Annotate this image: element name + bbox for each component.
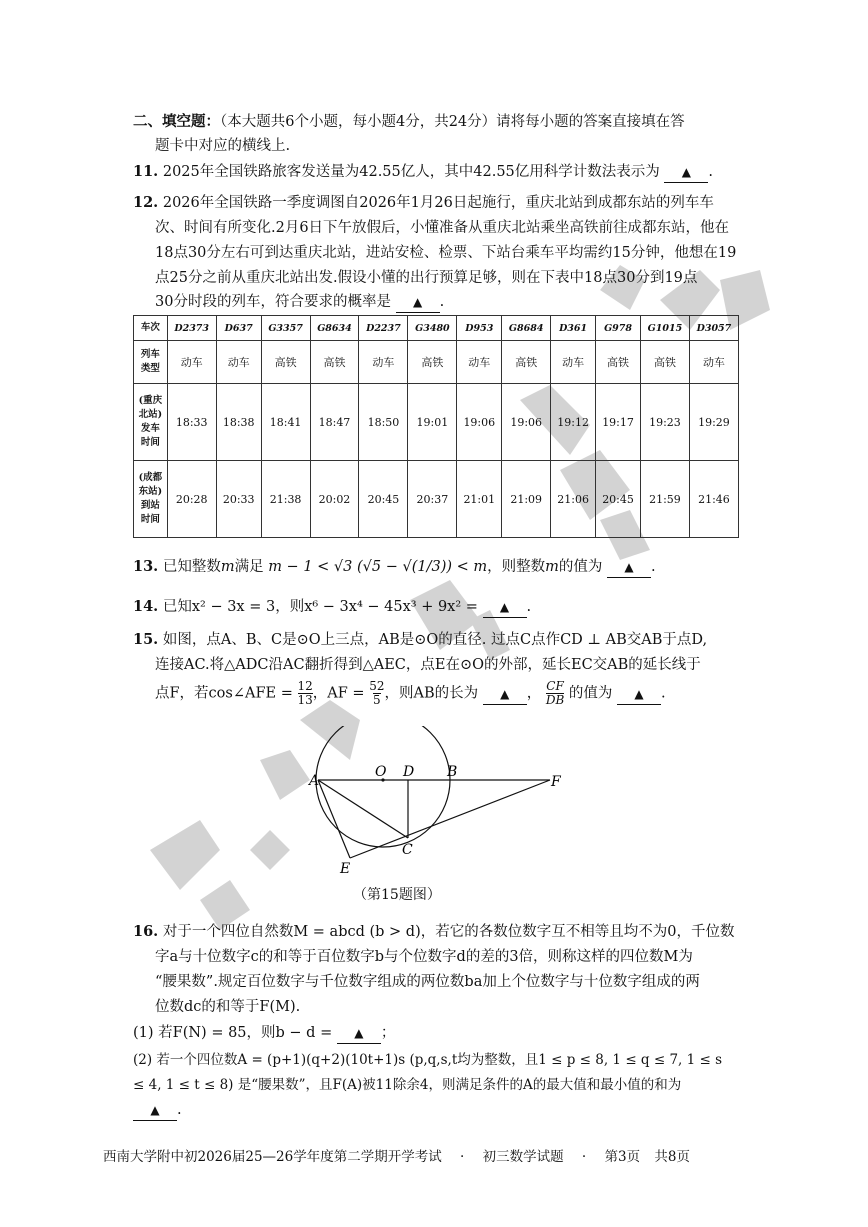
- depart-time: 18:33: [167, 384, 216, 461]
- label-o: O: [375, 764, 387, 780]
- label-e: E: [340, 861, 351, 877]
- answer-blank: ▲: [337, 1023, 381, 1044]
- depart-time: 19:06: [457, 384, 502, 461]
- train-type: 动车: [359, 341, 408, 384]
- footer-page: 第3页: [604, 1149, 641, 1165]
- depart-time: 18:41: [261, 384, 310, 461]
- train-code: D2237: [359, 316, 408, 341]
- answer-blank: ▲: [607, 557, 651, 578]
- train-code: G3480: [408, 316, 457, 341]
- cos-fraction: $\frac{12}{13}$: [297, 679, 313, 707]
- train-type: 动车: [216, 341, 261, 384]
- train-code: G1015: [641, 316, 690, 341]
- line-ae: [318, 780, 350, 858]
- depart-time: 18:50: [359, 384, 408, 461]
- footer-school: 西南大学附中初2026届25—26学年度第二学期开学考试: [103, 1149, 442, 1165]
- arrive-time: 20:28: [167, 461, 216, 538]
- footer-total: 共8页: [654, 1149, 690, 1165]
- depart-time: 18:38: [216, 384, 261, 461]
- question-15-line3: 点F，若cos∠AFE = $\frac{12}{13}$，AF = $\frac{52}{5}$，则AB的长为 ▲ ， $\frac{CF}{DB}$ 的值为 ▲ .: [155, 679, 666, 707]
- train-code: D361: [551, 316, 596, 341]
- arrive-time: 21:09: [502, 461, 551, 538]
- question-15-line1: 15. 如图，点A、B、C是⊙O上三点，AB是⊙O的直径. 过点C点作CD ⊥ AB交AB于点D,: [133, 631, 708, 648]
- section-description: （本大题共6个小题，每小题4分，共24分）请将每小题的答案直接填在答: [220, 114, 685, 130]
- label-a: A: [309, 773, 320, 789]
- arrive-time: 21:38: [261, 461, 310, 538]
- figure-caption: （第15题图）: [353, 887, 441, 903]
- train-code: D953: [457, 316, 502, 341]
- question-16-sub2-line1: (2) 若一个四位数A = (p+1)(q+2)(10t+1)s (p,q,s,t均为整数，且1 ≤ p ≤ 8, 1 ≤ q ≤ 7, 1 ≤ s: [133, 1052, 723, 1068]
- question-16-sub1: (1) 若F(N) = 85，则b − d = ▲ ；: [133, 1023, 395, 1044]
- section-description-line2: 题卡中对应的横线上.: [155, 138, 291, 154]
- question-12-line5: 30分时段的列车，符合要求的概率是 ▲ .: [155, 292, 444, 313]
- question-16-line3: “腰果数”.规定百位数字与千位数字组成的两位数ba加上个位数字与十位数字组成的两: [155, 974, 700, 990]
- train-code: G978: [596, 316, 641, 341]
- row-header-code: 车次: [134, 316, 168, 341]
- table-row: [134, 461, 739, 538]
- af-fraction: $\frac{52}{5}$: [369, 679, 385, 707]
- question-text: 2025年全国铁路旅客发送量为42.55亿人，其中42.55亿用科学计数法表示为: [162, 164, 660, 180]
- train-type: 动车: [167, 341, 216, 384]
- train-code: G3357: [261, 316, 310, 341]
- label-c: C: [402, 842, 413, 858]
- question-text: 已知x² − 3x = 3，则x⁶ − 3x⁴ − 45x³ + 9x² =: [162, 599, 478, 615]
- label-b: B: [447, 764, 458, 780]
- arrive-time: 21:59: [641, 461, 690, 538]
- depart-time: 19:01: [408, 384, 457, 461]
- train-type: 动车: [689, 341, 738, 384]
- answer-blank: ▲: [483, 597, 527, 618]
- question-16-line4: 位数dc的和等于F(M).: [155, 999, 301, 1015]
- table-row: [134, 384, 739, 461]
- train-code: D3057: [689, 316, 738, 341]
- question-16-line1: 16. 对于一个四位自然数M = abcd (b > d)，若它的各数位数字互不相等且均不为0，千位数: [133, 923, 735, 940]
- arrive-time: 20:45: [596, 461, 641, 538]
- line-ac: [318, 780, 408, 838]
- train-code: G8634: [310, 316, 359, 341]
- question-14: 14. 已知x² − 3x = 3，则x⁶ − 3x⁴ − 45x³ + 9x² = ▲ .: [133, 597, 531, 618]
- row-header-depart: (重庆 北站) 发车 时间: [134, 384, 168, 461]
- section-title: 二、填空题：: [133, 113, 220, 130]
- line-ef: [350, 780, 550, 858]
- question-text: 2026年全国铁路一季度调图自2026年1月26日起施行，重庆北站到成都东站的列车车: [162, 195, 714, 211]
- label-d: D: [403, 764, 415, 780]
- train-type: 动车: [457, 341, 502, 384]
- train-type: 高铁: [261, 341, 310, 384]
- question-number: 12.: [133, 194, 159, 211]
- train-code: D2373: [167, 316, 216, 341]
- train-code: D637: [216, 316, 261, 341]
- train-type: 高铁: [596, 341, 641, 384]
- question-16-line2: 字a与十位数字c的和等于百位数字b与个位数字d的差的3倍，则称这样的四位数M为: [155, 949, 693, 965]
- question-16-sub2-line2: ≤ 4, 1 ≤ t ≤ 8) 是“腰果数”，且F(A)被11除余4，则满足条件的A的最大值和最小值的和为: [133, 1077, 682, 1093]
- table-row: [134, 341, 739, 384]
- table-row: [134, 316, 739, 341]
- row-header-arrive: (成都 东站) 到站 时间: [134, 461, 168, 538]
- answer-blank: ▲: [133, 1100, 177, 1121]
- answer-blank-1: ▲: [483, 684, 527, 705]
- question-15-line2: 连接AC.将△ADC沿AC翻折得到△AEC，点E在⊙O的外部，延长EC交AB的延长线于: [155, 657, 701, 673]
- depart-time: 19:29: [689, 384, 738, 461]
- question-11: 11. 2025年全国铁路旅客发送量为42.55亿人，其中42.55亿用科学计数法表示为 ▲ .: [133, 162, 713, 183]
- arrive-time: 21:46: [689, 461, 738, 538]
- inequality-expression: m − 1 < √3 (√5 − √(1/3)) < m: [268, 559, 488, 575]
- question-number: 11.: [133, 163, 159, 180]
- train-type: 高铁: [502, 341, 551, 384]
- train-type: 高铁: [408, 341, 457, 384]
- train-type: 动车: [551, 341, 596, 384]
- answer-blank: ▲: [664, 162, 708, 183]
- page-footer: 西南大学附中初2026届25—26学年度第二学期开学考试 · 初三数学试题 · 第3页 共8页: [103, 1149, 690, 1165]
- answer-blank: ▲: [396, 292, 440, 313]
- depart-time: 19:17: [596, 384, 641, 461]
- train-type: 高铁: [641, 341, 690, 384]
- question-16-sub2-line3: ▲ .: [133, 1100, 182, 1121]
- label-f: F: [551, 774, 561, 790]
- arrive-time: 20:33: [216, 461, 261, 538]
- footer-subject: 初三数学试题: [482, 1149, 564, 1165]
- question-13: 13. 已知整数m满足 m − 1 < √3 (√5 − √(1/3)) < m，则整数m的值为 ▲ .: [133, 557, 656, 578]
- ratio-fraction: $\frac{CF}{DB}$: [545, 679, 565, 707]
- question-12-line2: 次、时间有所变化.2月6日下午放假后，小懂准备从重庆北站乘坐高铁前往成都东站，他在: [155, 220, 730, 236]
- row-header-type: 列车 类型: [134, 341, 168, 384]
- train-code: G8684: [502, 316, 551, 341]
- arrive-time: 20:45: [359, 461, 408, 538]
- question-12-line4: 点25分之前从重庆北站出发.假设小懂的出行预算足够，则在下表中18点30分到19点: [155, 270, 698, 286]
- question-12-line1: [133, 193, 714, 213]
- depart-time: 18:47: [310, 384, 359, 461]
- answer-blank-2: ▲: [617, 684, 661, 705]
- section-header: [133, 112, 685, 132]
- question-number: 14.: [133, 598, 159, 615]
- arrive-time: 20:37: [408, 461, 457, 538]
- depart-time: 19:06: [502, 384, 551, 461]
- question-number: 15.: [133, 631, 159, 648]
- train-schedule-table: [133, 315, 739, 538]
- question-number: 13.: [133, 558, 159, 575]
- question-12-line3: 18点30分左右可到达重庆北站，进站安检、检票、下站台乘车平均需约15分钟，他想在19: [155, 245, 737, 261]
- question-number: 16.: [133, 923, 159, 940]
- geometry-figure: [305, 726, 575, 881]
- arrive-time: 21:01: [457, 461, 502, 538]
- circle-o: [316, 726, 450, 847]
- depart-time: 19:23: [641, 384, 690, 461]
- depart-time: 19:12: [551, 384, 596, 461]
- train-type: 高铁: [310, 341, 359, 384]
- arrive-time: 20:02: [310, 461, 359, 538]
- arrive-time: 21:06: [551, 461, 596, 538]
